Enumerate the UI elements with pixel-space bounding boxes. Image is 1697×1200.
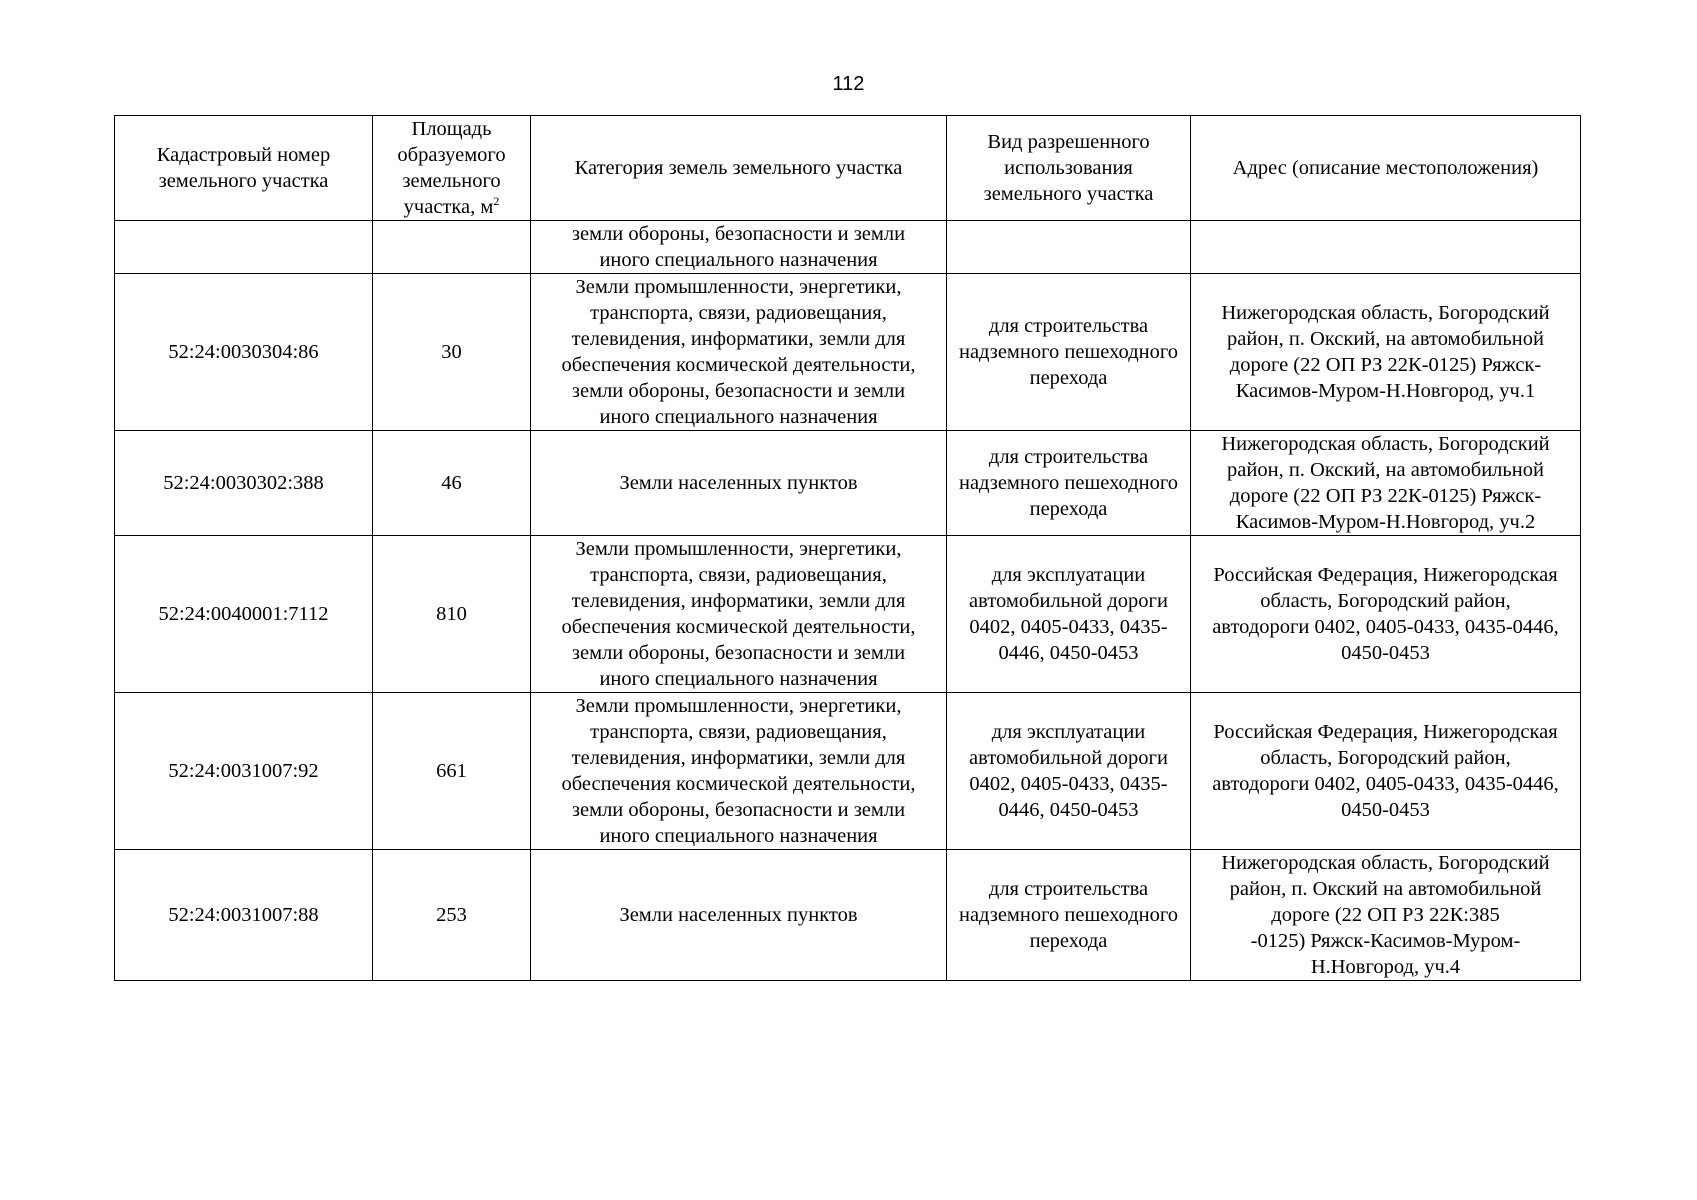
header-address: Адрес (описание местоположения) [1191,116,1581,221]
cell-land-category-line: обеспечения космической деятельности, [561,354,916,376]
table-row [115,850,1581,981]
cell-address-line: Касимов-Муром-Н.Новгород, уч.2 [1235,511,1536,533]
area-unit-exponent: 2 [493,194,500,209]
cell-land-category-line: Земли промышленности, энергетики, [575,276,902,298]
cell-land-category-line: телевидения, информатики, земли для [571,328,906,350]
cell-address-line: 0450-0453 [1341,642,1430,664]
cell-permitted-use-line: перехода [1029,367,1108,389]
cell-address-line: Нижегородская область, Богородский [1221,433,1550,455]
cell-land-category-line: телевидения, информатики, земли для [571,747,906,769]
cell-address-line: район, п. Окский, на автомобильной [1227,459,1544,481]
cell-land-category-line: Земли промышленности, энергетики, [575,538,902,560]
cell-area [373,221,531,274]
cell-land-category-line: обеспечения космической деятельности, [561,773,916,795]
table-row [115,221,1581,274]
table-row [115,536,1581,693]
cell-permitted-use-line: автомобильной дороги [969,590,1168,612]
cell-permitted-use-line: 0402, 0405-0433, 0435- [969,773,1168,795]
cell-area: 253 [373,850,531,981]
cell-cadastral-number: 52:24:0040001:7112 [115,536,373,693]
cell-cadastral-number: 52:24:0030304:86 [115,274,373,431]
header-permitted-use: Вид разрешенного использования земельного участка [947,116,1191,221]
cell-permitted-use [947,221,1191,274]
cell-permitted-use-line: 0446, 0450-0453 [998,642,1139,664]
cell-permitted-use-line: надземного пешеходного [958,472,1179,494]
cell-permitted-use-line: для строительства [988,878,1149,900]
cell-address-line: 0450-0453 [1341,799,1430,821]
cell-address-line: район, п. Окский, на автомобильной [1227,328,1544,350]
cell-land-category-line: транспорта, связи, радиовещания, [590,302,887,324]
cell-land-category-line: телевидения, информатики, земли для [571,590,906,612]
cell-land-category [531,221,947,274]
cell-land-category-line: транспорта, связи, радиовещания, [590,721,887,743]
cell-address [1191,431,1581,536]
cell-permitted-use [947,693,1191,850]
cell-land-category-line: иного специального назначения [599,668,878,690]
table-row [115,431,1581,536]
cell-address-line: дороге (22 ОП РЗ 22К-0125) Ряжск- [1229,485,1542,507]
cell-permitted-use-line: 0446, 0450-0453 [998,799,1139,821]
cell-cadastral-number: 52:24:0031007:88 [115,850,373,981]
cell-permitted-use [947,850,1191,981]
cell-address-line: Российская Федерация, Нижегородская [1213,564,1558,586]
cell-land-category-line: иного специального назначения [599,825,878,847]
cell-permitted-use [947,274,1191,431]
cell-permitted-use-line: 0402, 0405-0433, 0435- [969,616,1168,638]
cell-permitted-use-line: для строительства [988,446,1149,468]
cell-address [1191,536,1581,693]
cell-address [1191,850,1581,981]
cell-land-category [531,693,947,850]
cell-address-line: район, п. Окский на автомобильной [1229,878,1542,900]
cell-permitted-use-line: для эксплуатации [991,564,1146,586]
cell-cadastral-number: 52:24:0031007:92 [115,693,373,850]
cell-address-line: область, Богородский район, [1260,590,1511,612]
cell-address [1191,693,1581,850]
land-plots-table [114,115,1581,981]
cell-permitted-use-line: надземного пешеходного [958,904,1179,926]
cell-land-category-line: иного специального назначения [599,406,878,428]
cell-address-line: Н.Новгород, уч.4 [1310,956,1461,978]
cell-land-category [531,536,947,693]
cell-land-category-line: обеспечения космической деятельности, [561,616,916,638]
cell-land-category-line: земли обороны, безопасности и земли [571,223,906,245]
cell-address-line: дороге (22 ОП РЗ 22К:385 [1271,904,1500,926]
header-cadastral-number: Кадастровый номер земельного участка [115,116,373,221]
cell-permitted-use-line: автомобильной дороги [969,747,1168,769]
page-number: 112 [832,73,865,95]
cell-area: 661 [373,693,531,850]
cell-permitted-use-line: для эксплуатации [991,721,1146,743]
cell-permitted-use-line: перехода [1029,498,1108,520]
cell-land-category-line: земли обороны, безопасности и земли [571,380,906,402]
cell-land-category-line: Земли промышленности, энергетики, [575,695,902,717]
cell-land-category [531,274,947,431]
cell-area: 810 [373,536,531,693]
header-area: Площадь образуемого земельного участка, $м^2$ [373,116,531,221]
cell-land-category-line: Земли населенных пунктов [619,904,858,926]
cell-address-line: автодороги 0402, 0405-0433, 0435-0446, [1212,616,1559,638]
cell-cadastral-number: 52:24:0030302:388 [115,431,373,536]
cell-address-line: дороге (22 ОП РЗ 22К-0125) Ряжск- [1229,354,1542,376]
cell-land-category-line: Земли населенных пунктов [619,472,858,494]
header-land-category: Категория земель земельного участка [531,116,947,221]
cell-area: 46 [373,431,531,536]
cell-land-category-line: земли обороны, безопасности и земли [571,799,906,821]
cell-address-line: Нижегородская область, Богородский [1221,302,1550,324]
cell-address-line: Нижегородская область, Богородский [1221,852,1550,874]
cell-address [1191,274,1581,431]
cell-address-line: область, Богородский район, [1260,747,1511,769]
cell-permitted-use-line: для строительства [988,315,1149,337]
cell-land-category [531,850,947,981]
cell-address-line: автодороги 0402, 0405-0433, 0435-0446, [1212,773,1559,795]
table-header-row [115,116,1581,221]
cell-address [1191,221,1581,274]
cell-address-line: -0125) Ряжск-Касимов-Муром- [1250,930,1521,952]
cell-land-category-line: земли обороны, безопасности и земли [571,642,906,664]
cell-address-line: Касимов-Муром-Н.Новгород, уч.1 [1235,380,1536,402]
cell-land-category [531,431,947,536]
cell-permitted-use-line: перехода [1029,930,1108,952]
cell-address-line: Российская Федерация, Нижегородская [1213,721,1558,743]
cell-permitted-use [947,536,1191,693]
table-row [115,274,1581,431]
table-row [115,693,1581,850]
cell-area: 30 [373,274,531,431]
cell-land-category-line: транспорта, связи, радиовещания, [590,564,887,586]
cell-permitted-use-line: надземного пешеходного [958,341,1179,363]
cell-land-category-line: иного специального назначения [599,249,878,271]
cell-cadastral-number [115,221,373,274]
cell-permitted-use [947,431,1191,536]
